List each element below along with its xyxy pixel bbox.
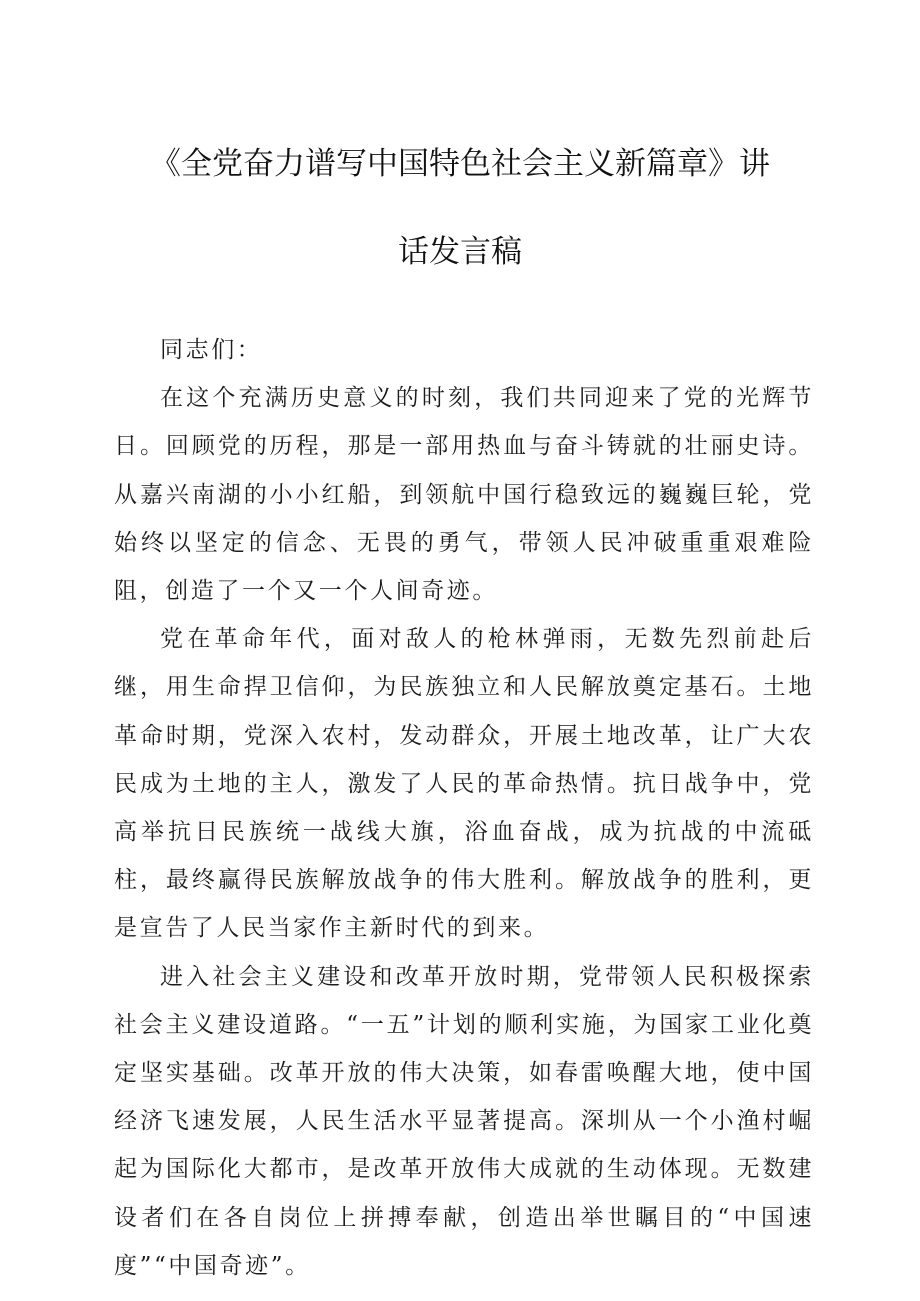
paragraph-1: 在这个充满历史意义的时刻，我们共同迎来了党的光辉节日。回顾党的历程，那是一部用热血与奋斗铸就的壮丽史诗。从嘉兴南湖的小小红船，到领航中国行稳致远的巍巍巨轮，党始终以坚定的信念、无畏的勇气，带领人民冲破重重艰难险阻，创造了一个又一个人间奇迹。 [114,385,814,605]
paragraph-3: 进入社会主义建设和改革开放时期，党带领人民积极探索社会主义建设道路。“一五”计划的顺利实施，为国家工业化奠定坚实基础。改革开放的伟大决策，如春雷唤醒大地，使中国经济飞速发展，人民生活水平显著提高。深圳从一个小渔村崛起为国际化大都市，是改革开放伟大成就的生动体现。无数建设者们在各自岗位上拼搏奉献，创造出举世瞩目的“中国速度”“中国奇迹”。 [114,963,814,1279]
document-title-line-2: 话发言稿 [398,234,522,270]
paragraph-2: 党在革命年代，面对敌人的枪林弹雨，无数先烈前赴后继，用生命捍卫信仰，为民族独立和人民解放奠定基石。土地革命时期，党深入农村，发动群众，开展土地改革，让广大农民成为土地的主人，激发了人民的革命热情。抗日战争中，党高举抗日民族统一战线大旗，浴血奋战，成为抗战的中流砥柱，最终赢得民族解放战争的伟大胜利。解放战争的胜利，更是宣告了人民当家作主新时代的到来。 [114,626,814,942]
salutation: 同志们： [160,337,263,363]
document-body [114,326,814,1290]
document-title-line-1: 《全党奋力谱写中国特色社会主义新篇章》讲 [150,146,770,182]
